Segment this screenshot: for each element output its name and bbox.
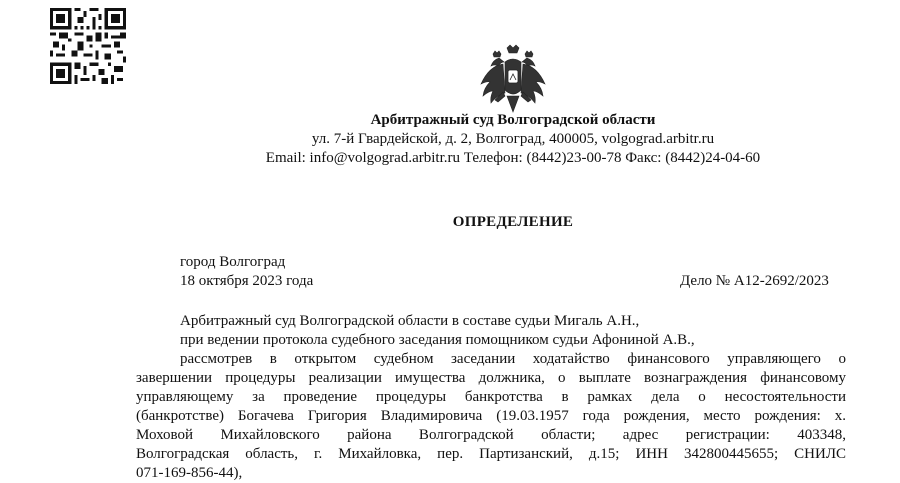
document-body <box>136 312 846 483</box>
document-city: город Волгоград <box>180 254 286 270</box>
court-name: Арбитражный суд Волгоградской области <box>370 112 656 128</box>
body-line: завершении процедуры реализации имущества должника, о выплате вознаграждения финансовому <box>136 370 846 386</box>
court-contacts: Email: info@volgograd.arbitr.ru Телефон: (8442)23-00-78 Факс: (8442)24-04-60 <box>265 150 761 166</box>
body-line: управляющему за проведение процедуры банкротства в рамках дела о несостоятельности <box>136 389 846 405</box>
coat-of-arms-emblem <box>479 44 547 116</box>
body-line: (банкротстве) Богачева Григория Владимировича (19.03.1957 года рождения, место рождения: х. <box>136 408 846 424</box>
case-number: Дело № А12-2692/2023 <box>680 273 829 289</box>
document-title: ОПРЕДЕЛЕНИЕ <box>452 214 574 230</box>
document-date: 18 октября 2023 года <box>180 273 314 289</box>
body-line: 071-169-856-44), <box>136 465 243 481</box>
body-line: при ведении протокола судебного заседания помощником судьи Афониной А.В., <box>180 332 695 348</box>
court-address: ул. 7-й Гвардейской, д. 2, Волгоград, 400005, volgograd.arbitr.ru <box>311 131 715 147</box>
body-line: рассмотрев в открытом судебном заседании ходатайство финансового управляющего о <box>180 351 846 367</box>
body-line: Волгоградская область, г. Михайловка, пер. Партизанский, д.15; ИНН 342800445655; СНИЛС <box>136 446 846 462</box>
body-line: Моховой Михайловского района Волгоградской области; адрес регистрации: 403348, <box>136 427 846 443</box>
qr-code <box>50 8 126 84</box>
body-line: Арбитражный суд Волгоградской области в составе судьи Мигаль А.Н., <box>180 313 640 329</box>
